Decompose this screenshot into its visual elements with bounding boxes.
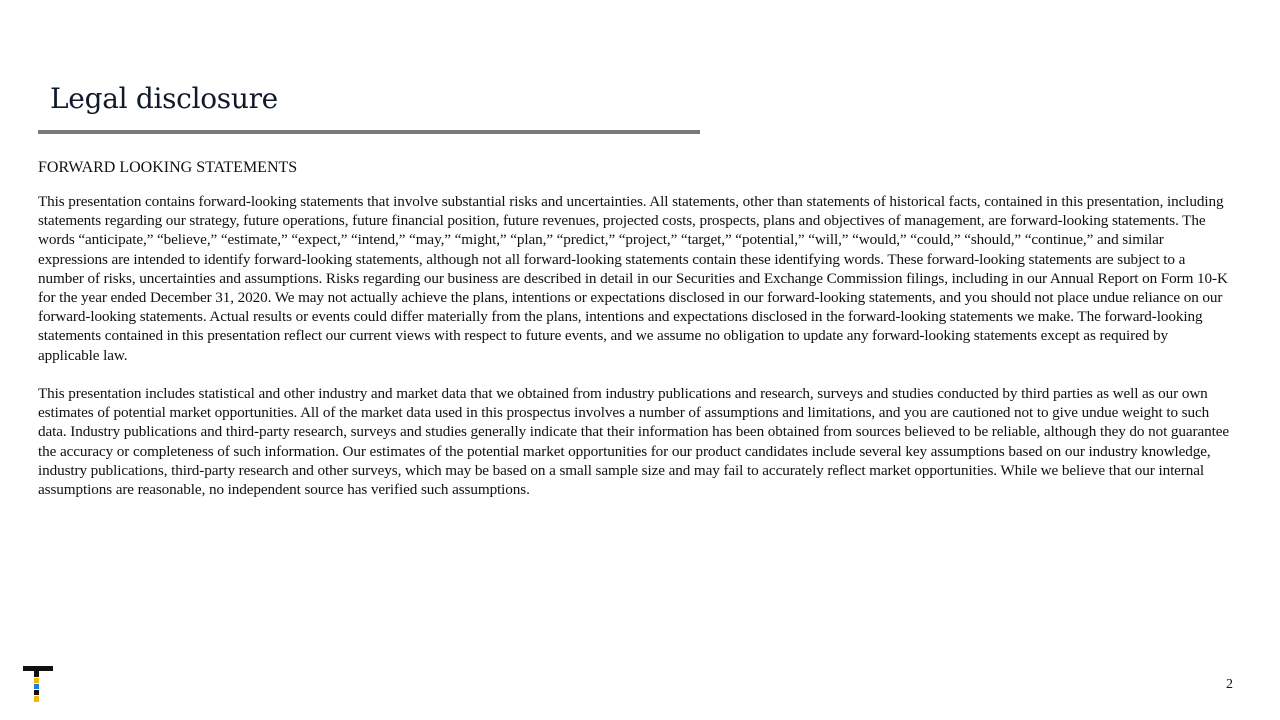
forward-looking-paragraph: This presentation contains forward-looking statements that involve substantial risks and uncertainties. All statements, other than statements of historical facts, contained in this presentation, including statements regarding our strategy, future operations, future financial position, future revenues, projected costs, prospects, plans and objectives of management, are forward-looking statements. The words “anticipate,” “believe,” “estimate,” “expect,” “intend,” “may,” “might,” “plan,” “predict,” “project,” “target,” “potential,” “will,” “would,” “could,” “should,” “continue,” and similar expressions are intended to identify forward-looking statements, although not all forward-looking statements contain these identifying words. These forward-looking statements are subject to a number of risks, uncertainties and assumptions. Risks regarding our business are described in detail in our Securities and Exchange Commission filings, including in our Annual Report on Form 10-K for the year ended December 31, 2020. We may not actually achieve the plans, intentions or expectations disclosed in our forward-looking statements, and you should not place undue reliance on our forward-looking statements. Actual results or events could differ materially from the plans, intentions and expectations disclosed in the forward-looking statements we make. The forward-looking statements contained in this presentation reflect our current views with respect to future events, and we assume no obligation to update any forward-looking statements except as required by applicable law. — [38, 193, 1228, 364]
market-data-paragraph: This presentation includes statistical and other industry and market data that we obtained from industry publications and research, surveys and studies conducted by third parties as well as our own estimates of potential market opportunities. All of the market data used in this prospectus involves a number of assumptions and limitations, and you are cautioned not to give undue weight to such data. Industry publications and third-party research, surveys and studies generally indicate that their information has been obtained from sources believed to be reliable, although they do not guarantee the accuracy or completeness of such information. Our estimates of the potential market opportunities for our product candidates include several key assumptions based on our industry knowledge, industry publications, third-party research and other surveys, which may be based on a small sample size and may fail to accurately reflect market opportunities. While we believe that our internal assumptions are reasonable, no independent source has verified such assumptions. — [38, 385, 1230, 499]
logo-stripe-blue — [34, 684, 39, 689]
logo-stripe-yellow-2 — [34, 696, 39, 702]
slide-title: Legal disclosure — [50, 82, 278, 115]
logo-stem — [34, 671, 39, 677]
t-logo-icon — [23, 666, 53, 702]
logo-stripe-yellow — [34, 678, 39, 683]
section-heading: FORWARD LOOKING STATEMENTS — [38, 159, 298, 176]
logo-stripe-dark — [34, 690, 39, 695]
title-divider — [38, 130, 700, 134]
page-number: 2 — [1226, 677, 1233, 692]
logo-crossbar — [23, 666, 53, 671]
